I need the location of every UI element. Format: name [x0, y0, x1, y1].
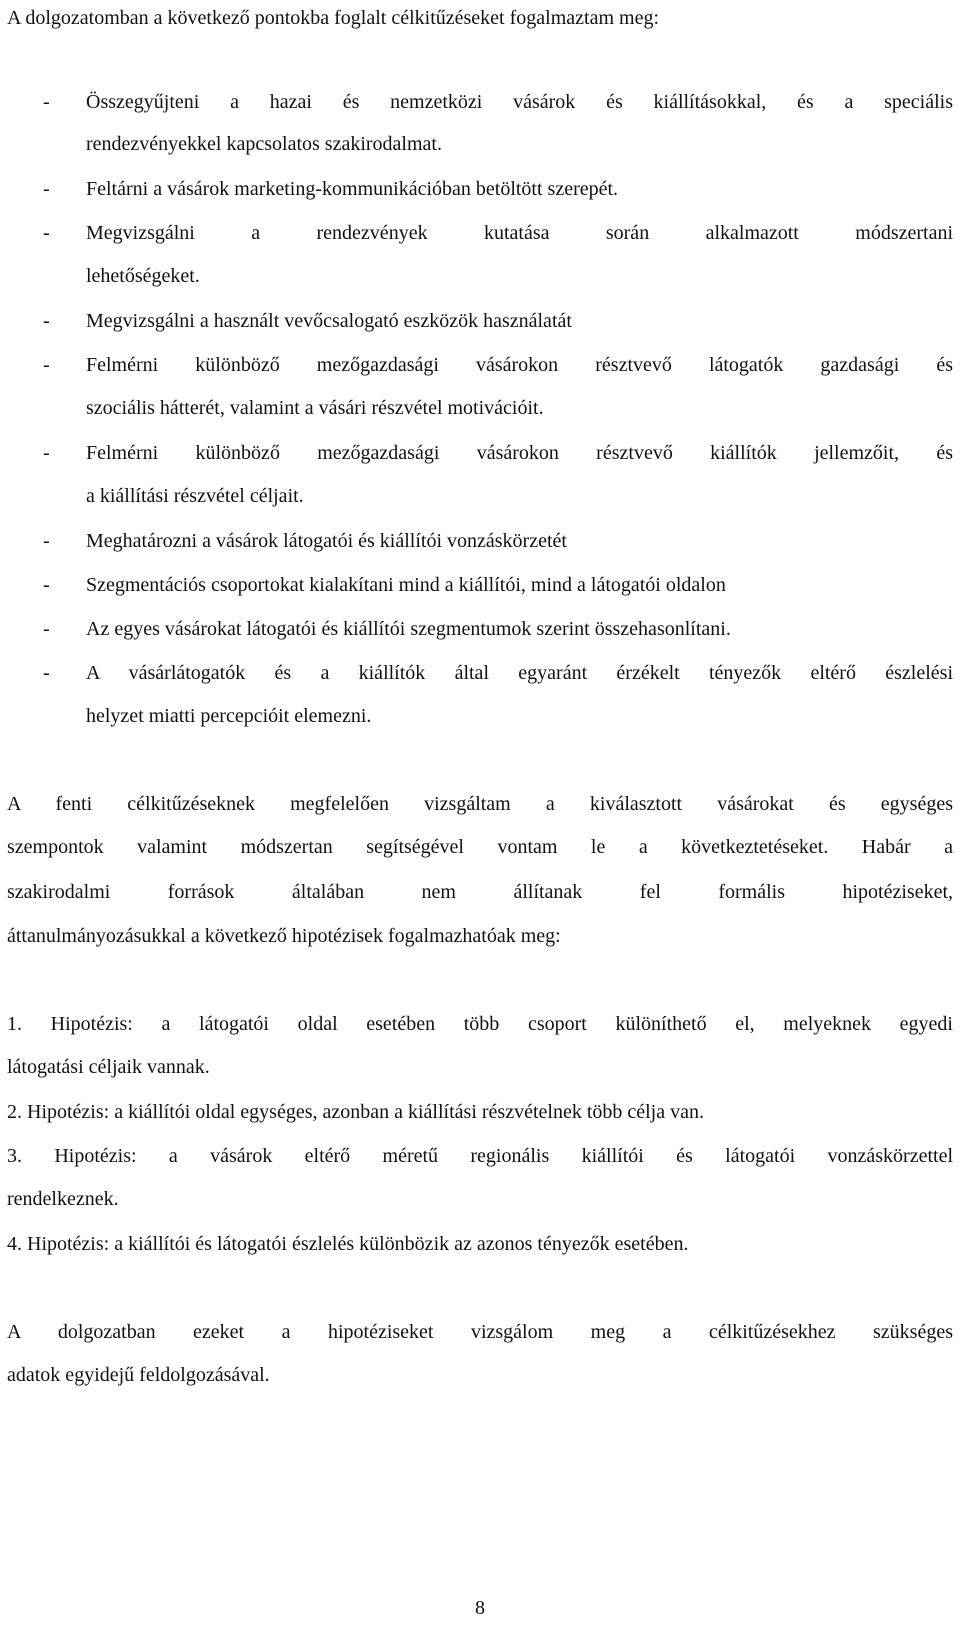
hypothesis-line: 4. Hipotézis: a kiállítói és látogatói észlelés különbözik az azonos tényezők esetében. [7, 1233, 689, 1255]
objective-text-line: Megvizsgálni a rendezvények kutatása során alkalmazott módszertani [86, 222, 953, 244]
document-page [7, 0, 953, 1640]
objective-text-line: rendezvényekkel kapcsolatos szakirodalmat. [86, 133, 442, 155]
list-dash: - [43, 618, 50, 640]
objective-text-line: a kiállítási részvétel céljait. [86, 485, 304, 507]
list-dash: - [43, 530, 50, 552]
paragraph-line: szakirodalmi források általában nem állítanak fel formális hipotéziseket, [7, 881, 953, 903]
objective-text-line: Felmérni különböző mezőgazdasági vásárokon résztvevő kiállítók jellemzőit, és [86, 442, 953, 464]
objective-text-line: Szegmentációs csoportokat kialakítani mind a kiállítói, mind a látogatói oldalon [86, 574, 726, 596]
objective-text-line: Az egyes vásárokat látogatói és kiállítói szegmentumok szerint összehasonlítani. [86, 618, 731, 640]
list-dash: - [43, 310, 50, 332]
hypothesis-line: 1. Hipotézis: a látogatói oldal esetében több csoport különíthető el, melyeknek egyedi [7, 1013, 953, 1035]
paragraph-line: adatok egyidejű feldolgozásával. [7, 1364, 270, 1386]
paragraph-line: A dolgozatban ezeket a hipotéziseket vizsgálom meg a célkitűzésekhez szükséges [7, 1321, 953, 1343]
objective-text-line: helyzet miatti percepcióit elemezni. [86, 705, 372, 727]
page-number: 8 [475, 1597, 485, 1619]
list-dash: - [43, 91, 50, 113]
hypothesis-line: 2. Hipotézis: a kiállítói oldal egységes, azonban a kiállítási részvételnek több célja van. [7, 1101, 704, 1123]
list-dash: - [43, 442, 50, 464]
paragraph-line: áttanulmányozásukkal a következő hipotézisek fogalmazhatóak meg: [7, 925, 561, 947]
list-dash: - [43, 574, 50, 596]
hypothesis-line: rendelkeznek. [7, 1188, 119, 1210]
objective-text-line: A vásárlátogatók és a kiállítók által egyaránt érzékelt tényezők eltérő észlelési [86, 662, 953, 684]
list-dash: - [43, 662, 50, 684]
hypothesis-line: 3. Hipotézis: a vásárok eltérő méretű regionális kiállítói és látogatói vonzáskörzettel [7, 1145, 953, 1167]
intro-sentence: A dolgozatomban a következő pontokba foglalt célkitűzéseket fogalmaztam meg: [7, 7, 660, 29]
list-dash: - [43, 178, 50, 200]
paragraph-line: szempontok valamint módszertan segítségével vontam le a következtetéseket. Habár a [7, 836, 953, 858]
objective-text-line: Feltárni a vásárok marketing-kommunikációban betöltött szerepét. [86, 178, 619, 200]
list-dash: - [43, 222, 50, 244]
objective-text-line: lehetőségeket. [86, 265, 200, 287]
paragraph-line: A fenti célkitűzéseknek megfelelően vizsgáltam a kiválasztott vásárokat és egységes [7, 793, 953, 815]
hypothesis-line: látogatási céljaik vannak. [7, 1056, 210, 1078]
objective-text-line: Összegyűjteni a hazai és nemzetközi vásárok és kiállításokkal, és a speciális [86, 91, 953, 113]
objective-text-line: Meghatározni a vásárok látogatói és kiállítói vonzáskörzetét [86, 530, 567, 552]
objective-text-line: Felmérni különböző mezőgazdasági vásárokon résztvevő látogatók gazdasági és [86, 354, 953, 376]
objective-text-line: szociális hátterét, valamint a vásári részvétel motivációit. [86, 397, 544, 419]
objective-text-line: Megvizsgálni a használt vevőcsalogató eszközök használatát [86, 310, 572, 332]
list-dash: - [43, 354, 50, 376]
